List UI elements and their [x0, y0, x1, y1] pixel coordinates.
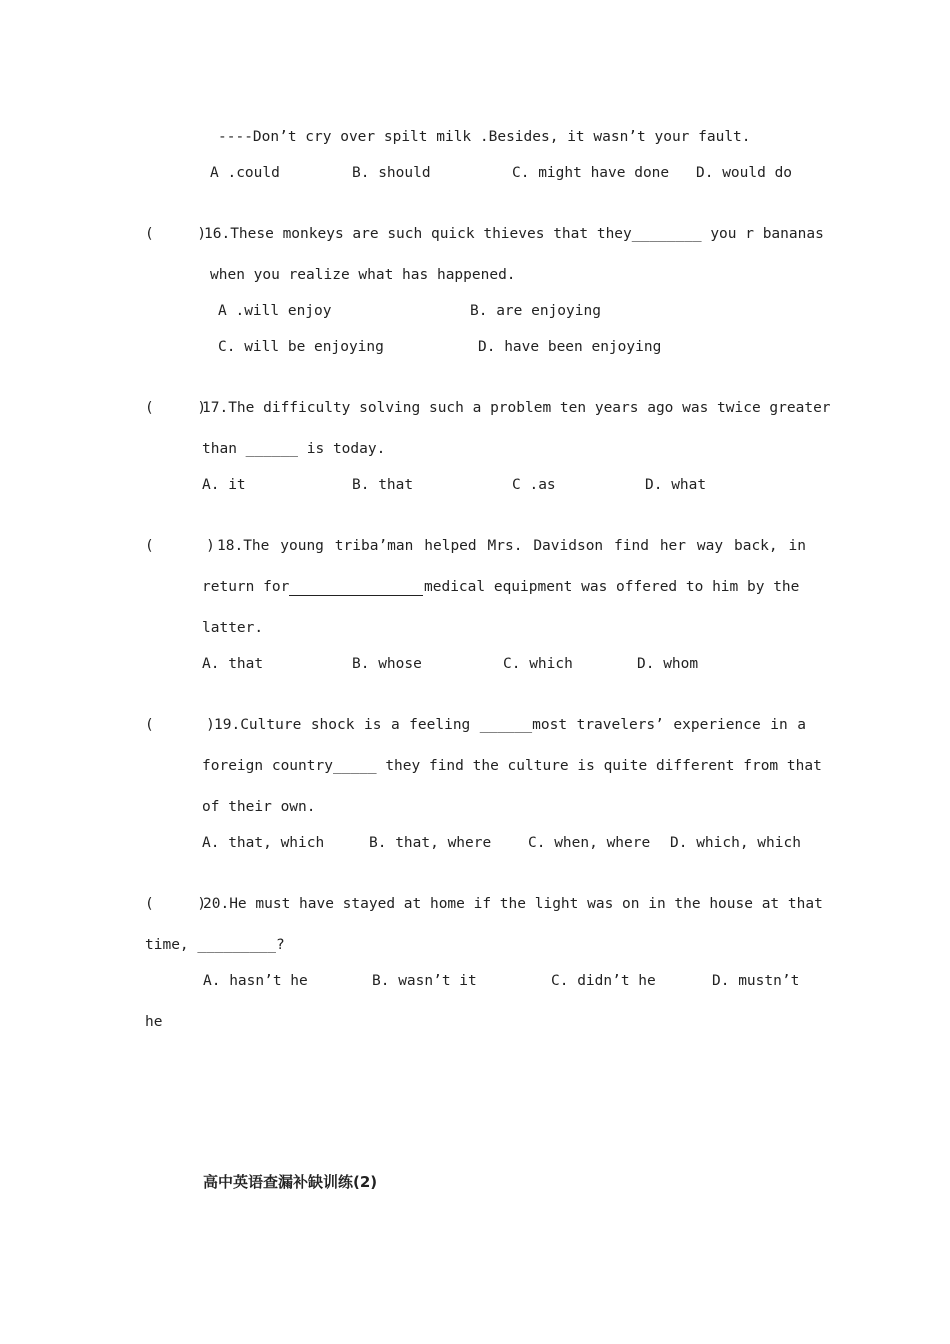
q15-dialog-line: ----Don’t cry over spilt milk .Besides, it wasn’t your fault. — [218, 129, 751, 145]
q16-stem-continued: when you realize what has happened. — [210, 267, 516, 283]
q18-word: find — [614, 538, 649, 554]
q18-stem-line2-start: return for — [202, 579, 290, 595]
q19-word: a — [797, 717, 806, 733]
q20-stem: 20.He must have stayed at home if the light was on in the house at that — [203, 896, 823, 912]
q19-stem-line3: of their own. — [202, 799, 316, 815]
q18-word: Mrs. — [487, 538, 523, 554]
q20-stem-line2: time, _________? — [145, 937, 285, 953]
q20-option-a: A. hasn’t he — [203, 973, 308, 989]
q18-stem-line2-end: medical equipment was offered to him by the — [424, 579, 800, 595]
q16-answer-paren: ( ) — [145, 226, 207, 242]
q18-option-b: B. whose — [352, 656, 422, 672]
q18-answer-blank — [289, 581, 423, 596]
q18-word: in — [788, 538, 806, 554]
q18-stem-line3: latter. — [202, 620, 264, 636]
q19-word: a — [390, 717, 400, 733]
q18-word: Davidson — [533, 538, 604, 554]
q19-option-d: D. which, which — [670, 835, 801, 851]
q15-option-c: C. might have done — [512, 165, 670, 181]
q19-answer-paren: ( ) — [145, 717, 215, 733]
q17-option-d: D. what — [645, 477, 707, 493]
q19-word: experience — [673, 717, 761, 733]
q20-option-d: D. mustn’t — [712, 973, 800, 989]
q19-stem — [214, 715, 806, 735]
q17-option-b: B. that — [352, 477, 414, 493]
q17-option-c: C .as — [512, 477, 556, 493]
q19-word: travelers’ — [576, 717, 664, 733]
q18-word: young — [280, 538, 324, 554]
q18-option-c: C. which — [503, 656, 573, 672]
q17-stem: 17.The difficulty solving such a problem ten years ago was twice greater — [202, 400, 831, 416]
q18-word: triba’man — [334, 538, 414, 554]
q18-word: way — [696, 538, 724, 554]
q18-word: 18.The — [217, 538, 270, 554]
q16-stem: 16.These monkeys are such quick thieves that they________ you r bananas — [204, 226, 824, 242]
q19-option-b: B. that, where — [369, 835, 492, 851]
q19-word: shock — [310, 717, 355, 733]
q15-option-b: B. should — [352, 165, 431, 181]
q18-stem — [217, 536, 806, 556]
q17-option-a: A. it — [202, 477, 246, 493]
q16-option-b: B. are enjoying — [470, 303, 601, 319]
q18-word: her — [659, 538, 687, 554]
q19-word: 19.Culture — [214, 717, 302, 733]
q19-word: is — [363, 717, 382, 733]
q18-answer-paren: ( ) — [145, 538, 215, 554]
q19-option-c: C. when, where — [528, 835, 651, 851]
q18-option-a: A. that — [202, 656, 264, 672]
q19-word: in — [770, 717, 788, 733]
q19-option-a: A. that, which — [202, 835, 325, 851]
section-title: 高中英语查漏补缺训练(2) — [203, 1173, 378, 1191]
q20-option-b: B. wasn’t it — [372, 973, 477, 989]
q20-answer-paren: ( ) — [145, 896, 207, 912]
q19-word: feeling — [409, 717, 471, 733]
q17-stem-continued: than ______ is today. — [202, 441, 386, 457]
q18-option-d: D. whom — [637, 656, 699, 672]
q20-option-c: C. didn’t he — [551, 973, 656, 989]
q15-option-d: D. would do — [696, 165, 793, 181]
q19-stem-line2: foreign country_____ they find the culture is quite different from that — [202, 758, 822, 774]
q16-option-a: A .will enjoy — [218, 303, 332, 319]
q18-word: helped — [424, 538, 477, 554]
q16-option-d: D. have been enjoying — [478, 339, 662, 355]
q16-option-c: C. will be enjoying — [218, 339, 384, 355]
q20-option-d-wrap: he — [145, 1014, 163, 1030]
q17-answer-paren: ( ) — [145, 400, 207, 416]
q18-word: back, — [733, 538, 778, 554]
q15-option-a: A .could — [210, 165, 280, 181]
q19-word: ______most — [479, 717, 568, 733]
